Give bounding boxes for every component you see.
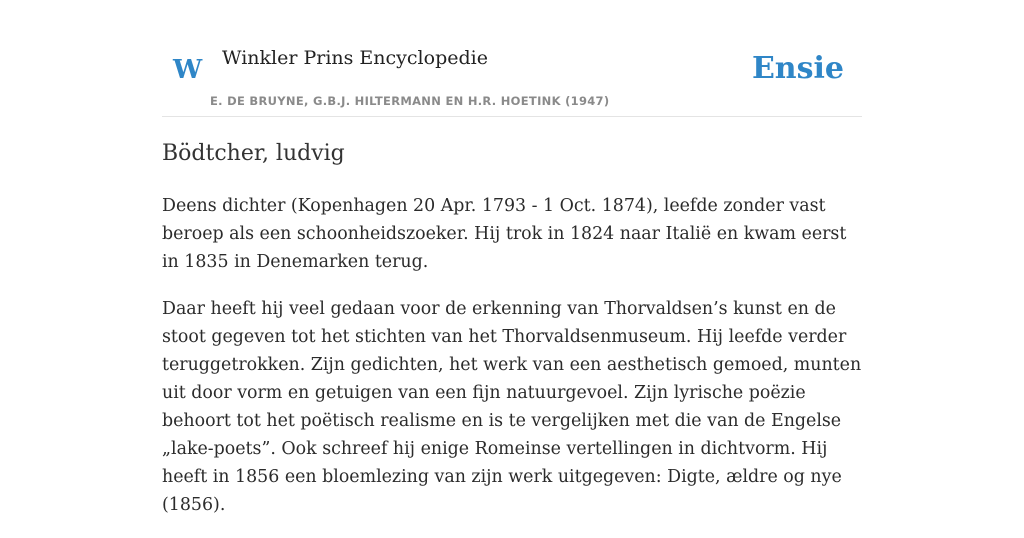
- page-content: [162, 0, 862, 515]
- publication-authors: E. DE BRUYNE, G.B.J. HILTERMANN EN H.R. HOETINK (1947): [210, 94, 610, 108]
- entry-paragraph: Deens dichter (Kopenhagen 20 Apr. 1793 - 1 Oct. 1874), leefde zonder vast beroep als een schoonheidszoeker. Hij trok in 1824 naar Italië en kwam eerst in 1835 in Denemarken terug.: [162, 196, 847, 272]
- publication-title[interactable]: Winkler Prins Encyclopedie: [222, 47, 488, 69]
- publication-header: [162, 0, 862, 117]
- entry-body: [162, 192, 862, 538]
- entry-title: Bödtcher, ludvig: [162, 141, 345, 166]
- winkler-prins-logo[interactable]: W: [173, 55, 203, 85]
- entry-paragraph: Daar heeft hij veel gedaan voor de erkenning van Thorvaldsen’s kunst en de stoot gegeven tot het stichten van het Thorvaldsenmuseum. Hij leefde verder teruggetrokken. Zijn gedichten, het werk van een aesthetisch gemoed, munten uit door vorm en getuigen van een fijn natuurgevoel. Zijn lyrische poëzie behoort tot het poëtisch realisme en is te vergelijken met die van de Engelse „lake-poets”. Ook schreef hij enige Romeinse vertellingen in dichtvorm. Hij heeft in 1856 een bloemlezing van zijn werk uitgegeven: Digte, ældre og nye (1856).: [162, 299, 862, 515]
- ensie-logo[interactable]: Ensie: [751, 51, 844, 86]
